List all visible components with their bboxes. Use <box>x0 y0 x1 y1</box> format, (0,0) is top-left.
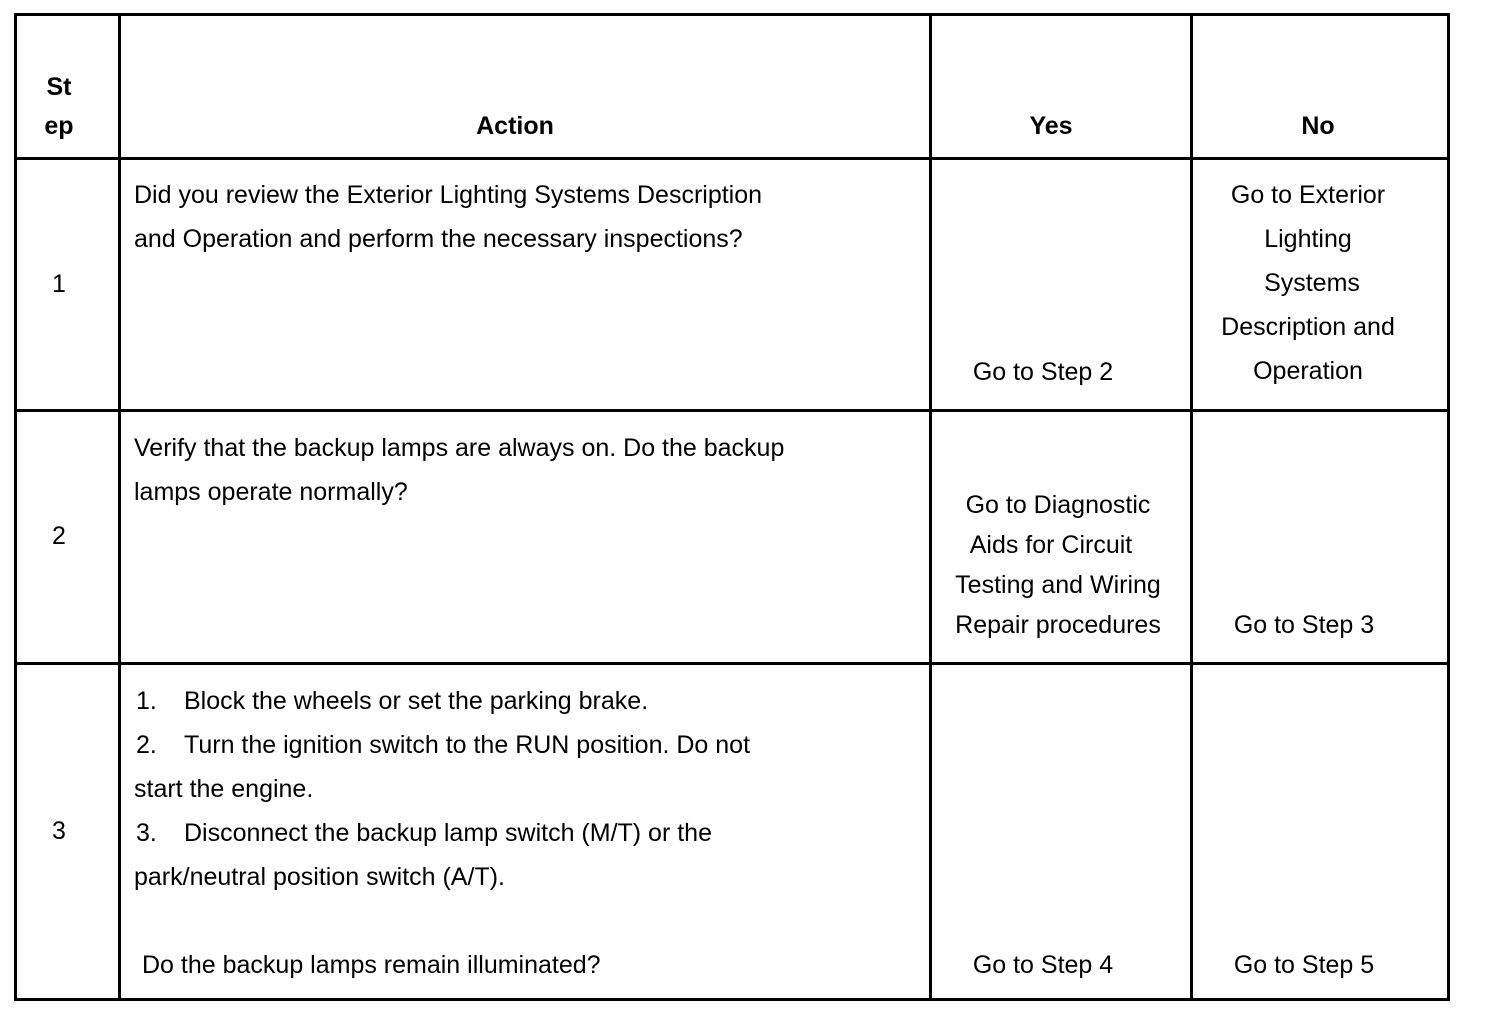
action-text <box>134 426 784 514</box>
no-line: Operation <box>1253 357 1363 385</box>
action-question: Do the backup lamps remain illuminated? <box>142 951 601 979</box>
item-number: 2. <box>136 731 157 759</box>
column-divider <box>1190 16 1193 998</box>
action-step-item <box>134 679 750 723</box>
no-result <box>1190 173 1426 393</box>
no-line: Go to Exterior <box>1230 181 1386 209</box>
action-step-item <box>134 723 750 767</box>
yes-result <box>929 485 1187 645</box>
no-result: Go to Step 3 <box>1233 611 1375 639</box>
header-no: No <box>1301 112 1335 140</box>
action-line: Did you review the Exterior Lighting Systems Description <box>134 181 763 209</box>
item-continuation: park/neutral position switch (A/T). <box>134 863 505 891</box>
row-divider <box>17 409 1447 412</box>
yes-line: Go to Diagnostic <box>965 491 1151 519</box>
header-step-line1: St <box>46 73 72 101</box>
header-step <box>17 68 101 146</box>
action-step-item <box>134 811 750 855</box>
no-result: Go to Step 5 <box>1233 951 1375 979</box>
step-number: 2 <box>52 522 66 550</box>
action-line: lamps operate normally? <box>134 478 408 506</box>
action-steps <box>134 679 750 899</box>
row-divider <box>17 157 1447 160</box>
item-text: Block the wheels or set the parking brake. <box>184 687 649 715</box>
step-number: 3 <box>52 817 66 845</box>
step-number: 1 <box>52 270 66 298</box>
yes-result: Go to Step 2 <box>972 358 1114 386</box>
item-number: 3. <box>136 819 157 847</box>
no-line: Systems <box>1264 269 1360 297</box>
no-line: Lighting <box>1264 225 1352 253</box>
action-line: and Operation and perform the necessary inspections? <box>134 225 743 253</box>
no-line: Description and <box>1221 313 1395 341</box>
item-text: Disconnect the backup lamp switch (M/T) or the <box>184 819 712 847</box>
yes-line: Aids for Circuit <box>969 531 1133 559</box>
header-step-line2: ep <box>44 112 74 140</box>
yes-line: Repair procedures <box>955 611 1161 639</box>
item-continuation: start the engine. <box>134 775 314 803</box>
header-yes: Yes <box>1029 112 1073 140</box>
yes-line: Testing and Wiring <box>955 571 1161 599</box>
action-line: Verify that the backup lamps are always on. Do the backup <box>134 434 785 462</box>
yes-result: Go to Step 4 <box>972 951 1114 979</box>
header-action: Action <box>476 112 554 140</box>
row-divider <box>17 662 1447 665</box>
item-number: 1. <box>136 687 157 715</box>
action-text <box>134 173 762 261</box>
column-divider <box>118 16 121 998</box>
item-text: Turn the ignition switch to the RUN position. Do not <box>184 731 751 759</box>
